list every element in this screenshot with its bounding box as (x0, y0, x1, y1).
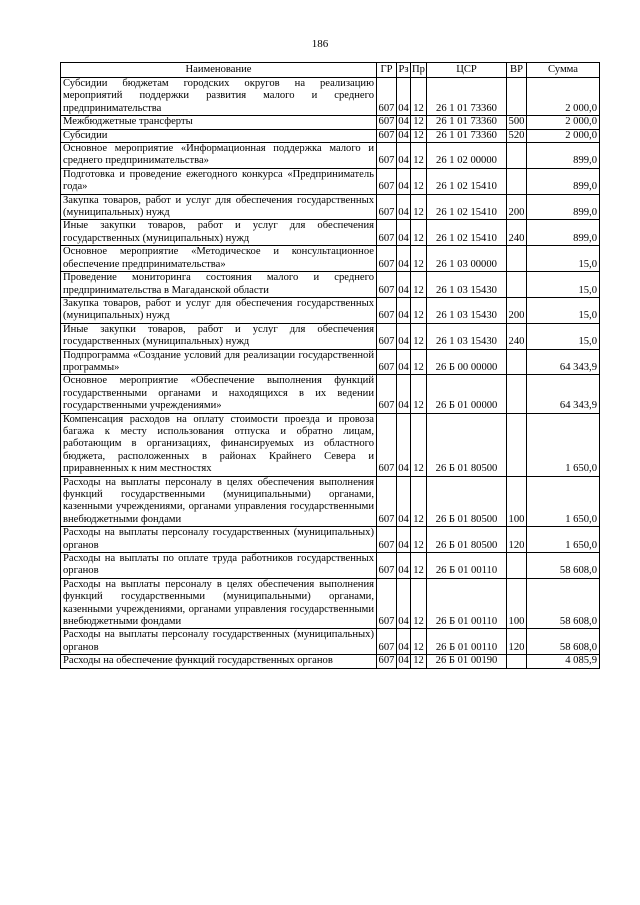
row-pr: 12 (411, 375, 427, 413)
row-gr: 607 (377, 116, 397, 129)
row-sum: 1 650,0 (527, 413, 600, 476)
row-csr: 26 Б 01 80500 (427, 527, 507, 553)
row-rz: 04 (397, 413, 411, 476)
table-row (61, 553, 600, 579)
row-name: Расходы на выплаты персоналу в целях обеспечения выполнения функций государственными (муниципальными) органами, казенными учреждениями, органами управления государственными внебюджетными фондами (61, 578, 377, 629)
row-pr: 12 (411, 78, 427, 116)
row-sum: 58 608,0 (527, 578, 600, 629)
row-csr: 26 1 01 73360 (427, 129, 507, 142)
row-sum: 1 650,0 (527, 527, 600, 553)
row-gr: 607 (377, 78, 397, 116)
table-row (61, 297, 600, 323)
row-vr (507, 246, 527, 272)
table-row (61, 272, 600, 298)
table-row (61, 349, 600, 375)
row-csr: 26 1 03 15430 (427, 297, 507, 323)
row-gr: 607 (377, 168, 397, 194)
row-gr: 607 (377, 375, 397, 413)
row-rz: 04 (397, 78, 411, 116)
table-row (61, 527, 600, 553)
row-gr: 607 (377, 655, 397, 668)
row-gr: 607 (377, 476, 397, 527)
row-sum: 899,0 (527, 168, 600, 194)
row-sum: 58 608,0 (527, 553, 600, 579)
row-gr: 607 (377, 413, 397, 476)
row-rz: 04 (397, 246, 411, 272)
row-rz: 04 (397, 143, 411, 169)
row-pr: 12 (411, 527, 427, 553)
row-rz: 04 (397, 375, 411, 413)
row-csr: 26 1 02 15410 (427, 220, 507, 246)
budget-table (60, 62, 600, 669)
table-row (61, 194, 600, 220)
row-vr: 520 (507, 129, 527, 142)
table-row (61, 323, 600, 349)
row-pr: 12 (411, 246, 427, 272)
row-vr: 100 (507, 578, 527, 629)
row-csr: 26 1 02 00000 (427, 143, 507, 169)
row-sum: 64 343,9 (527, 375, 600, 413)
row-pr: 12 (411, 116, 427, 129)
row-name: Компенсация расходов на оплату стоимости проезда и провоза багажа к месту использования отпуска и обратно лицам, работающим в организациях, финансируемых из областного бюджета, расположенных в районах Крайнего Севера и приравненных к ним местностях (61, 413, 377, 476)
row-pr: 12 (411, 655, 427, 668)
row-rz: 04 (397, 349, 411, 375)
row-vr: 240 (507, 220, 527, 246)
row-vr (507, 375, 527, 413)
row-gr: 607 (377, 246, 397, 272)
header-name: Наименование (61, 63, 377, 78)
row-pr: 12 (411, 323, 427, 349)
row-sum: 2 000,0 (527, 129, 600, 142)
row-name: Основное мероприятие «Информационная поддержка малого и среднего предпринимательства» (61, 143, 377, 169)
row-vr: 120 (507, 527, 527, 553)
row-pr: 12 (411, 349, 427, 375)
row-gr: 607 (377, 629, 397, 655)
row-gr: 607 (377, 129, 397, 142)
row-rz: 04 (397, 297, 411, 323)
table-row (61, 655, 600, 668)
row-gr: 607 (377, 578, 397, 629)
table-row (61, 78, 600, 116)
row-csr: 26 Б 01 00110 (427, 578, 507, 629)
row-sum: 899,0 (527, 220, 600, 246)
row-rz: 04 (397, 323, 411, 349)
table-row (61, 246, 600, 272)
row-pr: 12 (411, 476, 427, 527)
row-sum: 4 085,9 (527, 655, 600, 668)
row-rz: 04 (398, 116, 409, 128)
row-vr: 100 (507, 476, 527, 527)
row-gr: 607 (377, 220, 397, 246)
row-csr: 26 1 03 15430 (427, 272, 507, 298)
header-rz: Рз (397, 63, 411, 78)
row-vr (507, 349, 527, 375)
row-vr: 500 (507, 116, 527, 129)
row-rz: 04 (397, 168, 411, 194)
table-row (61, 129, 600, 142)
row-pr: 12 (411, 553, 427, 579)
header-csr: ЦСР (427, 63, 507, 78)
row-csr: 26 1 03 00000 (427, 246, 507, 272)
row-name: Субсидии бюджетам городских округов на реализацию мероприятий поддержки развития малого и среднего предпринимательства (61, 78, 377, 116)
row-vr (507, 143, 527, 169)
row-rz: 04 (397, 527, 411, 553)
row-gr: 607 (377, 527, 397, 553)
table-row (61, 629, 600, 655)
table-header-row (61, 63, 600, 78)
row-csr: 26 1 01 73360 (427, 116, 507, 129)
row-sum: 15,0 (527, 246, 600, 272)
row-sum: 899,0 (527, 143, 600, 169)
table-row (61, 413, 600, 476)
row-rz: 04 (397, 553, 411, 579)
row-sum: 2 000,0 (527, 78, 600, 116)
table-row (61, 143, 600, 169)
row-gr: 607 (377, 553, 397, 579)
row-gr: 607 (377, 323, 397, 349)
header-sum: Сумма (527, 63, 600, 78)
page-number: 186 (311, 38, 329, 50)
row-name: Расходы на выплаты персоналу в целях обеспечения выполнения функций государственными (муниципальными) органами, казенными учреждениями, органами управления государственными внебюджетными фондами (61, 476, 377, 527)
row-name: Субсидии (61, 129, 377, 142)
row-pr: 12 (411, 629, 427, 655)
row-csr: 26 1 02 15410 (427, 168, 507, 194)
row-sum: 64 343,9 (527, 349, 600, 375)
row-gr: 607 (377, 194, 397, 220)
row-pr: 12 (411, 194, 427, 220)
row-name: Расходы на выплаты персоналу государственных (муниципальных) органов (61, 527, 377, 553)
row-vr (507, 553, 527, 579)
row-vr (507, 655, 527, 668)
header-pr: Пр (411, 63, 427, 78)
row-sum: 2 000,0 (527, 116, 600, 129)
table-row (61, 220, 600, 246)
row-csr: 26 1 03 15430 (427, 323, 507, 349)
row-pr: 12 (411, 129, 427, 142)
table-row (61, 116, 600, 129)
row-gr: 607 (377, 297, 397, 323)
row-vr: 240 (507, 323, 527, 349)
row-pr: 12 (411, 297, 427, 323)
row-csr: 26 Б 01 00190 (427, 655, 507, 668)
row-pr: 12 (411, 413, 427, 476)
row-pr: 12 (411, 168, 427, 194)
row-csr: 26 Б 00 00000 (427, 349, 507, 375)
row-csr: 26 1 01 73360 (427, 78, 507, 116)
row-rz: 04 (397, 272, 411, 298)
table-row (61, 168, 600, 194)
row-rz: 04 (397, 629, 411, 655)
row-gr: 607 (377, 349, 397, 375)
row-name: Подготовка и проведение ежегодного конкурса «Предприниматель года» (61, 168, 377, 194)
row-gr: 607 (377, 143, 397, 169)
row-sum: 899,0 (527, 194, 600, 220)
row-rz: 04 (398, 655, 409, 667)
row-vr: 120 (507, 629, 527, 655)
row-name: Расходы на выплаты персоналу государственных (муниципальных) органов (61, 629, 377, 655)
table-row (61, 578, 600, 629)
row-csr: 26 1 02 15410 (427, 194, 507, 220)
row-sum: 15,0 (527, 272, 600, 298)
table-row (61, 476, 600, 527)
row-vr (507, 78, 527, 116)
row-pr: 12 (411, 143, 427, 169)
row-sum: 15,0 (527, 297, 600, 323)
row-name: Проведение мониторинга состояния малого и среднего предпринимательства в Магаданской области (61, 272, 377, 298)
row-name: Расходы на обеспечение функций государственных органов (61, 655, 377, 668)
row-csr: 26 Б 01 80500 (427, 413, 507, 476)
row-rz: 04 (397, 194, 411, 220)
row-sum: 15,0 (527, 323, 600, 349)
row-vr (507, 272, 527, 298)
row-gr: 607 (377, 272, 397, 298)
row-name: Межбюджетные трансферты (61, 116, 377, 129)
row-name: Основное мероприятие «Методическое и консультационное обеспечение предпринимательства» (61, 246, 377, 272)
row-pr: 12 (411, 578, 427, 629)
row-csr: 26 Б 01 80500 (427, 476, 507, 527)
row-name: Закупка товаров, работ и услуг для обеспечения государственных (муниципальных) нужд (61, 194, 377, 220)
row-vr: 200 (507, 194, 527, 220)
row-name: Расходы на выплаты по оплате труда работников государственных органов (61, 553, 377, 579)
row-sum: 1 650,0 (527, 476, 600, 527)
row-csr: 26 Б 01 00110 (427, 629, 507, 655)
row-csr: 26 Б 01 00000 (427, 375, 507, 413)
row-name: Закупка товаров, работ и услуг для обеспечения государственных (муниципальных) нужд (61, 297, 377, 323)
row-rz: 04 (397, 476, 411, 527)
header-vr: ВР (507, 63, 527, 78)
row-name: Иные закупки товаров, работ и услуг для обеспечения государственных (муниципальных) нужд (61, 220, 377, 246)
row-name: Подпрограмма «Создание условий для реализации государственной программы» (61, 349, 377, 375)
table-row (61, 375, 600, 413)
row-pr: 12 (411, 220, 427, 246)
row-name: Иные закупки товаров, работ и услуг для обеспечения государственных (муниципальных) нужд (61, 323, 377, 349)
row-pr: 12 (411, 272, 427, 298)
row-vr: 200 (507, 297, 527, 323)
row-rz: 04 (398, 129, 409, 141)
row-vr (507, 168, 527, 194)
header-gr: ГР (377, 63, 397, 78)
row-sum: 58 608,0 (527, 629, 600, 655)
row-vr (507, 413, 527, 476)
row-rz: 04 (397, 220, 411, 246)
row-csr: 26 Б 01 00110 (427, 553, 507, 579)
row-name: Основное мероприятие «Обеспечение выполнения функций государственными органами и находящихся в их ведении государственными учреждениями» (61, 375, 377, 413)
row-rz: 04 (397, 578, 411, 629)
